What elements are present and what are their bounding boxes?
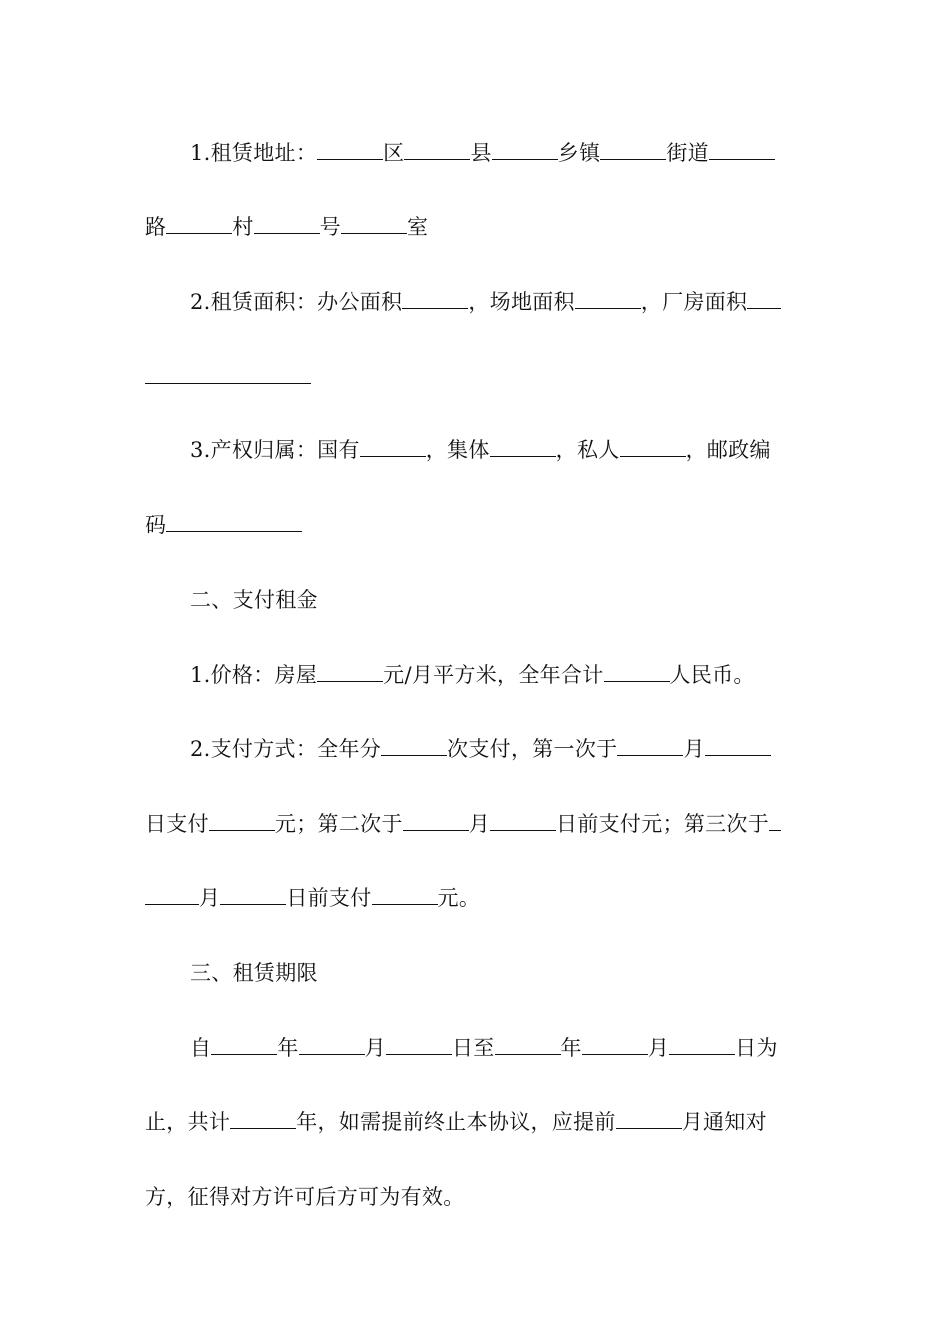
address-line-1 [190,138,805,168]
day-end-text: 日为 [735,1036,778,1060]
village-text: 村 [232,215,254,239]
blank-field [220,885,286,905]
ownership-line-1 [190,435,805,465]
month-text: 月 [364,1036,386,1060]
postcode-text: ，邮政编 [685,438,771,462]
private-text: ，私人 [555,438,620,462]
blank-field [211,1035,277,1055]
blank-field [360,437,426,457]
year-terminate-text: 年，如需提前终止本协议，应提前 [296,1110,616,1134]
price-line [190,660,805,690]
blank-field [403,811,469,831]
office-area-text: 办公面积 [317,290,403,314]
day-before-pay-text: 日前支付 [286,886,372,910]
blank-field [404,140,470,160]
district-text: 区 [383,141,405,165]
blank-field [386,1035,452,1055]
blank-field [372,885,438,905]
day-pay-text: 日支付 [145,812,209,836]
blank-field [166,512,302,532]
room-text: 室 [406,215,429,239]
blank-field [145,885,199,905]
year-text: 年 [560,1036,582,1060]
blank-field [669,1035,735,1055]
blank-field [575,289,641,309]
blank-field [490,811,556,831]
blank-field [747,289,781,309]
day-before-text: 日前支付元；第三次于 [556,812,770,836]
day-to-text: 日至 [451,1036,495,1060]
blank-field [166,214,232,234]
month-notify-text: 月通知对 [681,1110,767,1134]
month-text: 月 [468,812,491,836]
ownership-label: 3.产权归属： [190,438,318,462]
address-line-2 [145,212,805,242]
yuan-end-text: 元。 [437,886,481,910]
blank-field [604,662,670,682]
blank-field [299,1035,365,1055]
currency-text: 人民币。 [669,663,755,687]
payment-method-label: 2.支付方式： [190,737,318,761]
price-label: 1.价格： [190,663,275,687]
term-line-1 [190,1033,805,1063]
postcode-end-text: 码 [145,513,167,537]
payment-method-line-1 [190,734,805,764]
township-text: 乡镇 [557,141,601,165]
blank-field [492,140,558,160]
ownership-line-2 [145,510,805,540]
blank-field [341,214,407,234]
blank-field [769,811,781,831]
blank-field [317,662,383,682]
street-text: 街道 [666,141,709,165]
area-line-1 [190,287,805,317]
blank-field [402,289,468,309]
blank-field [705,736,771,756]
times-prefix-text: 全年分 [317,737,382,761]
collective-text: ，集体 [425,438,490,462]
blank-field [230,1109,296,1129]
factory-area-text: ，厂房面积 [640,290,748,314]
payment-method-line-2 [145,809,805,839]
county-text: 县 [470,141,492,165]
blank-field [254,214,320,234]
blank-field [209,811,275,831]
term-line-3 [145,1182,805,1212]
blank-field [616,1109,682,1129]
month-text: 月 [647,1036,670,1060]
unit-text: 元/月平方米，全年合计 [383,663,604,687]
term-heading-text: 三、租赁期限 [190,961,318,985]
blank-field [620,437,686,457]
road-text: 路 [145,215,167,239]
blank-field [145,364,311,384]
term-line-2 [145,1107,805,1137]
blank-field [317,140,383,160]
area-label: 2.租赁面积： [190,290,318,314]
month2-text: 月 [199,886,221,910]
house-text: 房屋 [274,663,318,687]
state-owned-text: 国有 [317,438,360,462]
payment-heading [190,585,805,615]
blank-field [582,1035,648,1055]
blank-field [709,140,775,160]
number-text: 号 [319,215,341,239]
term-heading [190,958,805,988]
year-text: 年 [277,1036,299,1060]
blank-field [490,437,556,457]
area-line-2 [145,362,805,392]
from-text: 自 [190,1036,212,1060]
blank-field [617,736,683,756]
yuan-second-text: 元；第二次于 [274,812,403,836]
blank-field [381,736,447,756]
times-suffix-text: 次支付，第一次于 [447,737,618,761]
address-label: 1.租赁地址： [190,141,318,165]
blank-field [495,1035,561,1055]
blank-field [600,140,666,160]
payment-heading-text: 二、支付租金 [190,588,318,612]
final-text: 方，征得对方许可后方可为有效。 [145,1185,465,1209]
payment-method-line-3 [145,883,805,913]
stop-total-text: 止，共计 [145,1110,231,1134]
site-area-text: ，场地面积 [468,290,575,314]
month-text: 月 [683,737,705,761]
